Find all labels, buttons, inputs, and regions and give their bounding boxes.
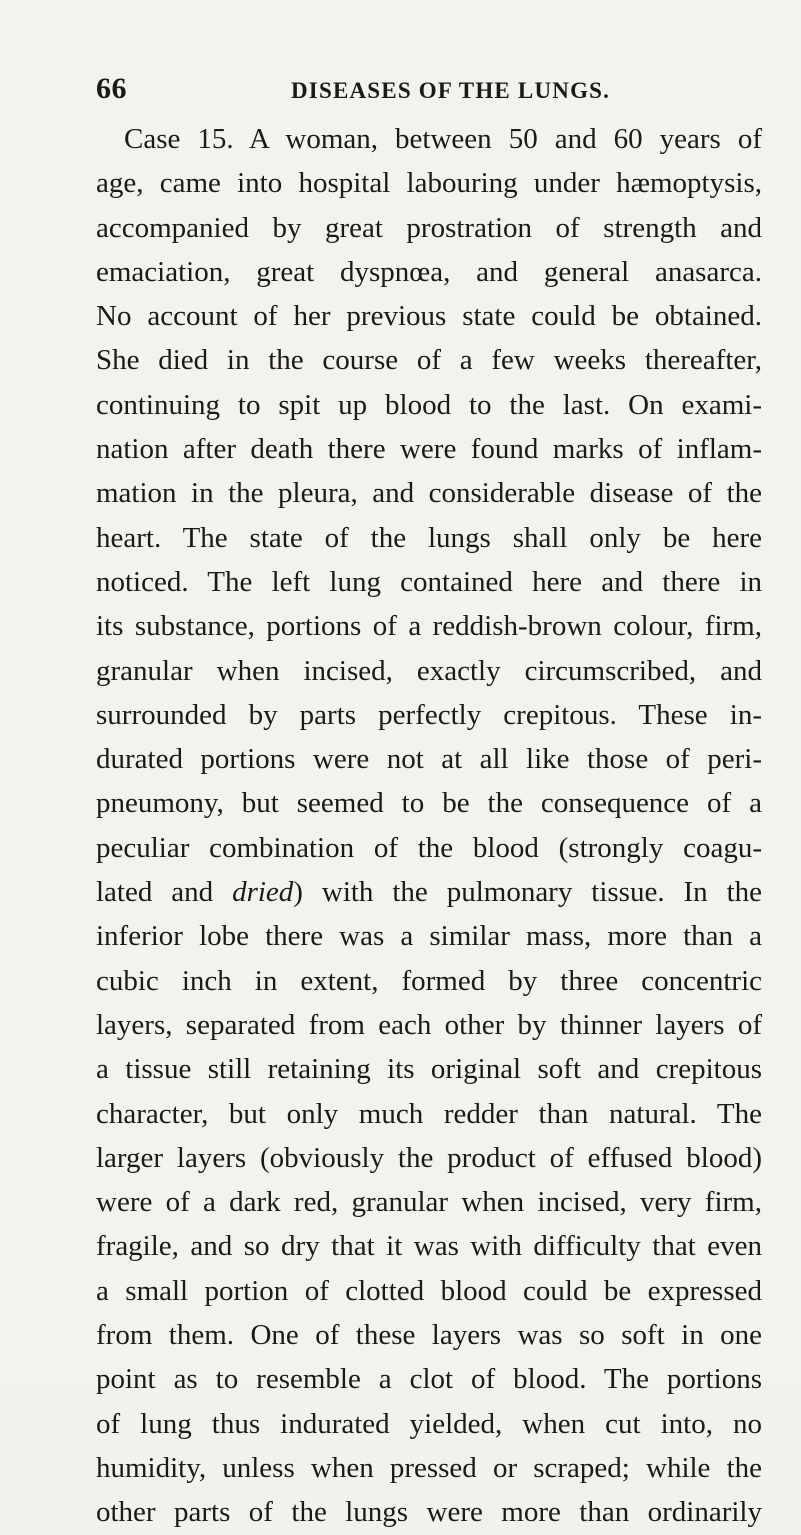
- text-line: of lung thus indurated yielded, when cut into, no: [96, 1407, 762, 1440]
- text-line: layers, separated from each other by thinner layers of: [96, 1008, 762, 1041]
- text-line: a tissue still retaining its original soft and crepitous: [96, 1053, 762, 1086]
- text-line: peculiar combination of the blood (strongly coagu-: [96, 831, 762, 864]
- text-line: granular when incised, exactly circumscribed, and: [96, 654, 762, 687]
- text-line-with-italic: [96, 870, 762, 914]
- text-line: fragile, and so dry that it was with difficulty that even: [96, 1230, 762, 1263]
- text-line: larger layers (obviously the product of effused blood): [96, 1141, 762, 1174]
- text-line: point as to resemble a clot of blood. The portions: [96, 1363, 762, 1396]
- text-line: She died in the course of a few weeks thereafter,: [96, 344, 762, 377]
- text-line: character, but only much redder than natural. The: [96, 1097, 762, 1130]
- text-line: accompanied by great prostration of strength and: [96, 211, 762, 244]
- text-segment: lated and: [96, 876, 233, 909]
- text-line: its substance, portions of a reddish-brown colour, firm,: [96, 610, 762, 643]
- text-line: No account of her previous state could be obtained.: [96, 300, 762, 333]
- text-line: from them. One of these layers was so soft in one: [96, 1319, 762, 1352]
- page-header: [96, 72, 756, 112]
- text-line: humidity, unless when pressed or scraped; while the: [96, 1451, 762, 1484]
- text-line: age, came into hospital labouring under hæmoptysis,: [96, 167, 762, 200]
- text-line: mation in the pleura, and considerable disease of the: [96, 477, 762, 510]
- text-line: emaciation, great dyspnœa, and general anasarca.: [96, 255, 762, 288]
- text-line: heart. The state of the lungs shall only be here: [96, 521, 762, 554]
- running-head: DISEASES OF THE LUNGS.: [291, 78, 611, 103]
- text-line: a small portion of clotted blood could be expressed: [96, 1274, 762, 1307]
- text-line: pneumony, but seemed to be the consequence of a: [96, 787, 762, 820]
- text-line: Case 15. A woman, between 50 and 60 years of: [124, 123, 762, 155]
- text-line: continuing to spit up blood to the last. On exami-: [96, 388, 762, 421]
- text-line: nation after death there were found marks of inflam-: [96, 433, 762, 466]
- text-line: other parts of the lungs were more than ordinarily: [96, 1496, 762, 1529]
- text-line: noticed. The left lung contained here and there in: [96, 565, 762, 598]
- body-text: [96, 117, 762, 1535]
- text-line: durated portions were not at all like those of peri-: [96, 743, 762, 776]
- text-line: were of a dark red, granular when incised, very firm,: [96, 1186, 762, 1219]
- italic-word: dried: [232, 876, 294, 909]
- text-line: surrounded by parts perfectly crepitous. These in-: [96, 698, 762, 731]
- text-line: inferior lobe there was a similar mass, more than a: [96, 920, 762, 953]
- page-number: 66: [96, 72, 127, 105]
- text-line: cubic inch in extent, formed by three concentric: [96, 964, 762, 997]
- text-segment: ) with the pulmonary tissue. In the: [293, 876, 762, 909]
